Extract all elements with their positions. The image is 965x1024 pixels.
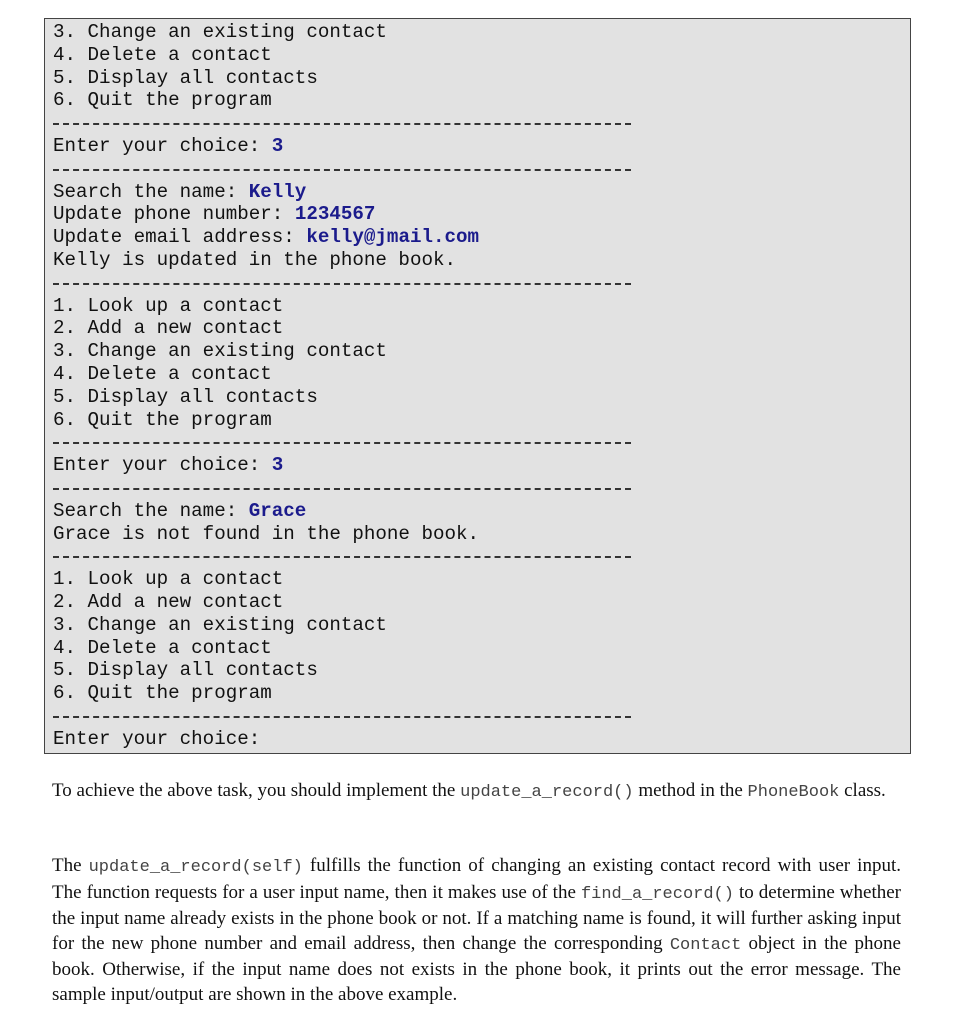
menu-item: 3. Change an existing contact bbox=[53, 613, 387, 636]
search-line bbox=[53, 500, 910, 523]
description-paragraph bbox=[52, 854, 901, 1007]
choice-prompt: Enter your choice: bbox=[53, 134, 272, 157]
search-prompt: Search the name: bbox=[53, 180, 249, 203]
menu-item: 1. Look up a contact bbox=[53, 568, 284, 591]
text-run: method in the bbox=[633, 780, 748, 801]
choice-prompt: Enter your choice: bbox=[53, 727, 261, 750]
menu-item: 6. Quit the program bbox=[53, 682, 272, 705]
menu-item: 2. Add a new contact bbox=[53, 590, 284, 613]
text-run: object in the phone book. Otherwise, if the input name does not exists in the phone book, it prints out the error message. The sample input/output are shown in the above example. bbox=[52, 932, 901, 1005]
text-run: To achieve the above task, you should implement the bbox=[52, 780, 461, 801]
dashed-separator bbox=[53, 272, 910, 295]
menu-item: 5. Display all contacts bbox=[53, 659, 318, 682]
choice-prompt: Enter your choice: bbox=[53, 454, 272, 477]
choice-line bbox=[53, 135, 910, 158]
code-method-signature: update_a_record(self) bbox=[88, 858, 303, 877]
dashed-separator bbox=[53, 705, 910, 728]
phone-prompt: Update phone number: bbox=[53, 203, 295, 226]
choice-input-value: 3 bbox=[271, 134, 284, 157]
menu-item: 5. Display all contacts bbox=[53, 66, 318, 89]
dashed-separator bbox=[53, 112, 910, 135]
choice-line bbox=[53, 454, 910, 477]
text-run: class. bbox=[839, 780, 886, 801]
email-prompt: Update email address: bbox=[53, 226, 307, 249]
choice-input-value: 3 bbox=[271, 454, 284, 477]
code-method-name: update_a_record() bbox=[460, 783, 634, 802]
phone-input-value: 1234567 bbox=[294, 203, 376, 226]
dashed-separator bbox=[53, 431, 910, 454]
code-class-name: Contact bbox=[669, 935, 742, 955]
menu-item: 1. Look up a contact bbox=[53, 294, 284, 317]
text-run: The bbox=[52, 855, 89, 876]
result-message: Grace is not found in the phone book. bbox=[53, 522, 480, 545]
result-message: Kelly is updated in the phone book. bbox=[53, 248, 457, 271]
text-run: fulfills the function of changing an existing contact record with user input. The function requests for a user input name, then it makes use of the bbox=[52, 855, 901, 903]
menu-item: 4. Delete a contact bbox=[53, 43, 272, 66]
menu-item: 4. Delete a contact bbox=[53, 362, 272, 385]
menu-item: 5. Display all contacts bbox=[53, 385, 318, 408]
menu-item: 6. Quit the program bbox=[53, 89, 272, 112]
phone-line bbox=[53, 203, 910, 226]
console-output-box bbox=[44, 18, 911, 754]
menu-item: 4. Delete a contact bbox=[53, 636, 272, 659]
menu-item: 3. Change an existing contact bbox=[53, 340, 387, 363]
dashed-separator bbox=[53, 545, 910, 568]
menu-item: 2. Add a new contact bbox=[53, 317, 284, 340]
menu-item: 3. Change an existing contact bbox=[53, 21, 387, 43]
search-line bbox=[53, 181, 910, 204]
menu-item: 6. Quit the program bbox=[53, 408, 272, 431]
task-paragraph bbox=[52, 779, 901, 806]
dashed-separator bbox=[53, 477, 910, 500]
search-input-value: Kelly bbox=[248, 180, 307, 203]
search-prompt: Search the name: bbox=[53, 499, 249, 522]
dashed-separator bbox=[53, 158, 910, 181]
search-input-value: Grace bbox=[248, 499, 307, 522]
email-line bbox=[53, 226, 910, 249]
email-input-value: kelly@jmail.com bbox=[306, 226, 480, 249]
text-run: to determine whether the input name already exists in the phone book or not. If a matching name is found, it will further asking input for the new phone number and email address, then change the corresponding bbox=[52, 881, 901, 954]
code-class-name: PhoneBook bbox=[747, 783, 840, 802]
code-method-name: find_a_record() bbox=[580, 884, 734, 904]
